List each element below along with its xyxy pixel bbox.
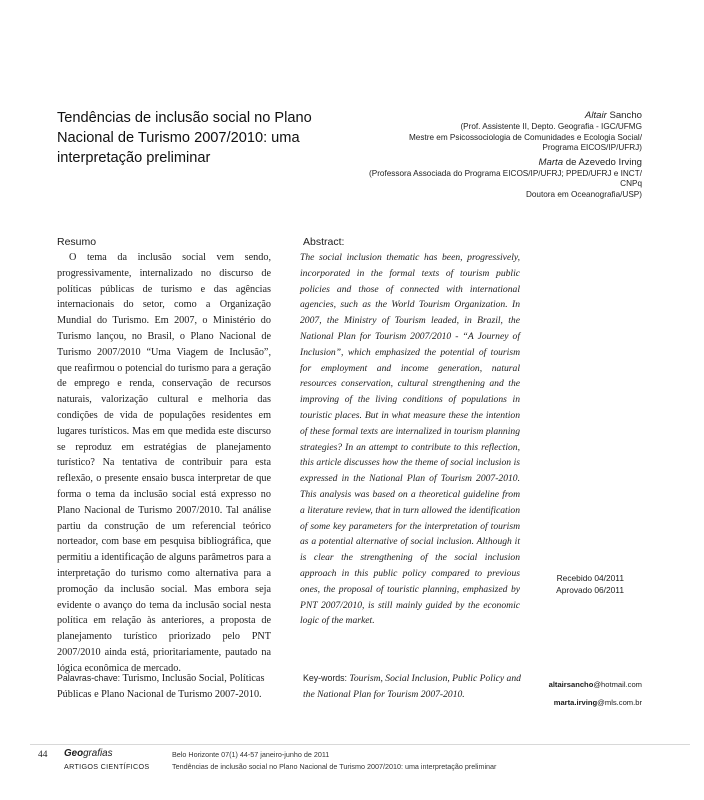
author-name: Altair Sancho (584, 110, 642, 121)
resumo-heading: Resumo (57, 236, 97, 248)
email-link[interactable]: altairsancho@hotmail.com (548, 680, 642, 689)
keywords-pt-text: Turismo, Inclusão Social, Políticas Públicas e Plano Nacional de Turismo 2007-2010. (57, 673, 265, 700)
keywords-en (303, 671, 523, 702)
footer-divider (30, 744, 690, 745)
email-link[interactable]: marta.irving@mls.com.br (553, 698, 642, 707)
author-affiliation: CNPq (620, 179, 642, 189)
section-label: ARTIGOS CIENTÍFICOS (64, 762, 150, 771)
author-block (362, 110, 642, 201)
keywords-pt (57, 671, 277, 702)
author-name: Marta de Azevedo Irving (538, 156, 642, 168)
author-affiliation: Programa EICOS/IP/UFRJ) (542, 143, 642, 153)
author-affiliation: (Professora Associada do Programa EICOS/IP/UFRJ; PPED/UFRJ e INCT/ (369, 168, 642, 178)
page-number: 44 (38, 750, 48, 760)
running-title: Tendências de inclusão social no Plano Nacional de Turismo 2007/2010: uma interpretação preliminar (172, 762, 497, 771)
author-affiliation: Mestre em Psicossociologia de Comunidades e Ecologia Social/ (408, 132, 642, 142)
article-title: Tendências de inclusão social no Plano Nacional de Turismo 2007/2010: uma interpretação preliminar (57, 110, 312, 166)
citation: Belo Horizonte 07(1) 44-57 janeiro-junho de 2011 (172, 750, 330, 759)
approved-date: Aprovado 06/2011 (556, 585, 624, 595)
received-date: Recebido 04/2011 (556, 573, 624, 583)
resumo-text: O tema da inclusão social vem sendo, progressivamente, internalizado no discurso de políticas públicas de turismo e das agências internacionais do setor, como a Organização Mundial do Turismo. Em 2007, o Ministério do Turismo lançou, no Brasil, o Plano Nacional de Turismo 2007/2010 “Uma Viagem de Inclusão”, que reafirmou o potencial do turismo para a geração de emprego e renda, conservação de recursos naturais, valorização cultural e melhoria das condições de vida de populações residentes em lugares turísticos. Mas em que medida este discurso se reproduz em estratégias de planejamento turístico? Na tentativa de contribuir para esta reflexão, o presente ensaio busca interpretar de que forma o tema da inclusão social está expresso no Plano Nacional de Turismo 2007/2010. Tal análise partiu da construção de um referencial teórico norteador, com base em pesquisa bibliográfica, que permitiu a identificação de alguns parâmetros para a interpretação do turismo como alternativa para a promoção da inclusão social. Mas embora seja evidente o avanço do tema da inclusão social nesta política em relação às anteriores, a proposta de planejamento turístico priorizado pelo PNT 2007/2010 ainda está, prioritariamente, pautado na lógica econômica de mercado. (57, 252, 271, 674)
journal-logo: Geografias (64, 748, 113, 759)
abstract-heading: Abstract: (303, 236, 345, 248)
keywords-en-label: Key-words: (303, 673, 347, 683)
article-dates (484, 572, 624, 596)
keywords-en-text: Tourism, Social Inclusion, Public Policy and the National Plan for Tourism 2007-2010. (303, 673, 521, 700)
author-affiliation: (Prof. Assistente II, Depto. Geografia - IGC/UFMG (460, 122, 642, 131)
abstract-text: The social inclusion thematic has been, progressively, incorporated in the formal texts of tourism public policies and those of connected with international agencies, such as the World Tourism Organization. In 2007, the Ministry of Tourism leaded, in Brazil, the National Plan for Tourism 2007/2010 - “A Journey of Inclusion”, which emphasized the potential of tourism for employment and income generation, natural resources conservation, cultural strengthening and the improving of the living conditions of populations in touristic places. But in what measure these the intention of these formal texts are internalized in tourism planning strategies? In an attempt to contribute to this reflection, this article discusses how the theme of social inclusion is expressed in the National Plan of Tourism 2007-2010. This analysis was based on a theoretical guideline from a literature review, that in turn allowed the identification of some key parameters for the interpretation of tourism as a potential alternative of social inclusion. Although it is clear the strengthening of the social inclusion approach in this public policy compared to previous ones, the proposal of touristic planning, emphasized by PNT 2007/2010, is still mainly guided by the economic logic of the market. (300, 252, 520, 627)
author-affiliation: Doutora em Oceanografia/USP) (525, 189, 642, 199)
keywords-pt-label: Palavras-chave: (57, 673, 121, 683)
author-emails (549, 676, 642, 712)
